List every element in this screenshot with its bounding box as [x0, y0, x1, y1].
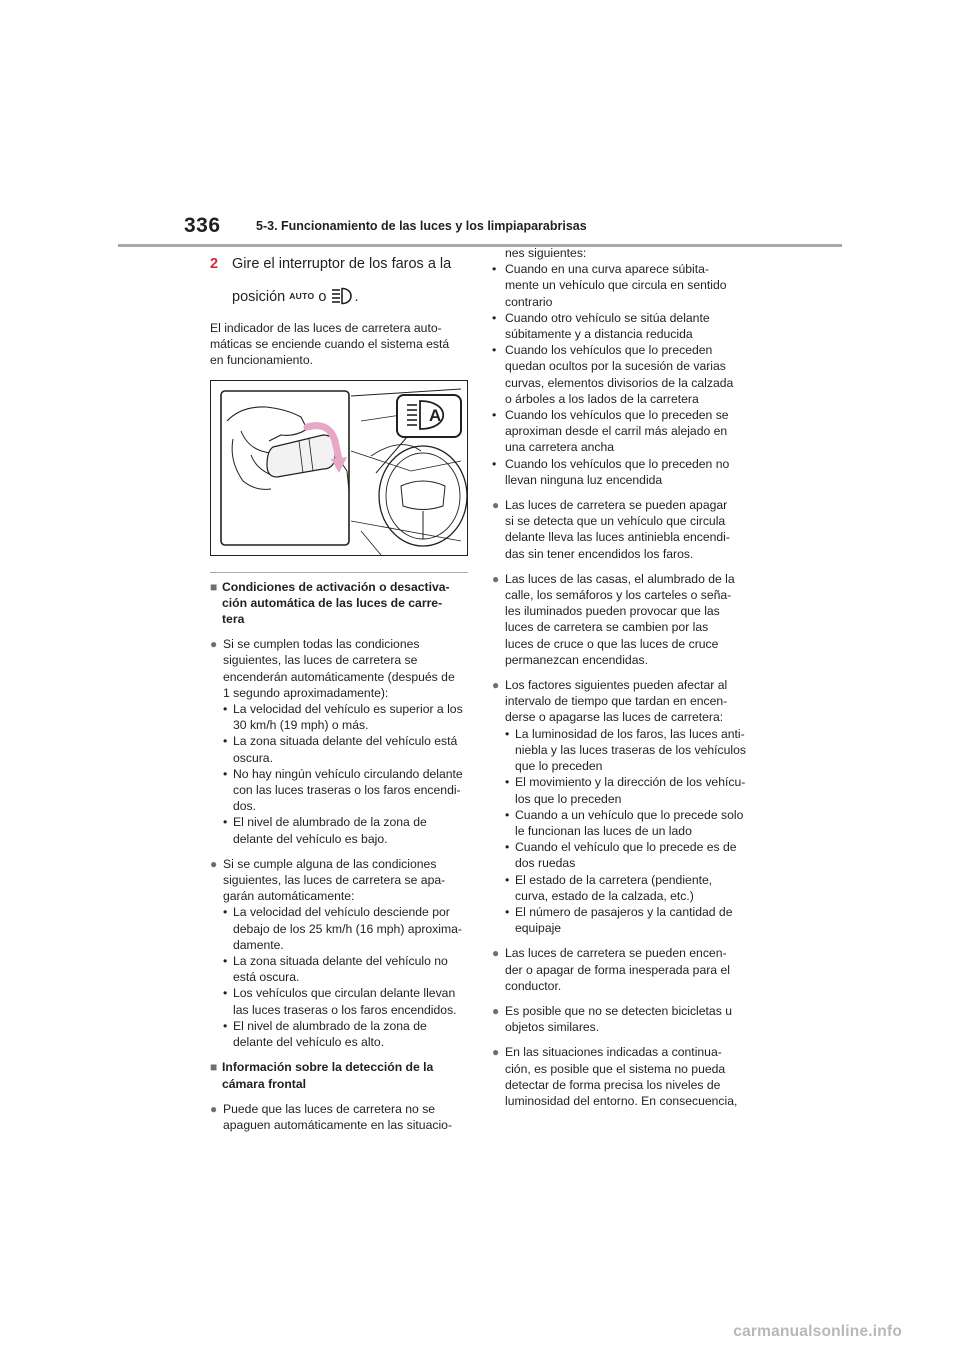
sub-item: • Cuando otro vehículo se sitúa delante súbitamente y a distancia reducida: [492, 310, 710, 342]
headlight-switch-figure: [210, 380, 468, 556]
step-number: 2: [210, 256, 219, 272]
sub-item: • El nivel de alumbrado de la zona de delante del vehículo es alto.: [223, 1018, 427, 1050]
sub-item: • La velocidad del vehículo desciende por debajo de los 25 km/h (16 mph) aproxima- damente.: [223, 905, 462, 952]
step-line1: Gire el interruptor de los faros a la: [232, 256, 452, 272]
square-bullet-icon: ■: [210, 1060, 218, 1075]
sub-item: • La zona situada delante del vehículo no está oscura.: [223, 954, 448, 985]
list-item: ● Si se cumplen todas las condiciones siguientes, las luces de carretera se encenderán automáticamente (después de 1 segundo aproximadamente): • La velocidad del vehículo es superior a los 30 km/h (19 mph) o más. • La zona situada delante del vehículo está oscura. • No hay ningún vehículo circulando delante con las luces traseras o los faros encendi- dos. • El nivel de alumbrado de la zona de delante del vehículo es bajo.: [210, 636, 468, 847]
square-bullet-icon: ■: [210, 579, 218, 594]
sub-item: • Cuando los vehículos que lo preceden no llevan ninguna luz encendida: [492, 456, 730, 487]
sub-item: • Cuando en una curva aparece súbita- mente un vehículo que circula en sentido contrario: [492, 262, 727, 309]
list-item: ● En las situaciones indicadas a continua- ción, es posible que el sistema no pueda detectar de forma precisa los niveles de luminosidad del entorno. En consecuencia,: [492, 1045, 738, 1108]
sub-item: • El movimiento y la dirección de los vehícu- los que lo preceden: [505, 775, 746, 806]
circle-bullet-icon: ●: [210, 856, 218, 871]
circle-bullet-icon: ●: [492, 678, 500, 693]
intro-paragraph: El indicador de las luces de carretera auto- máticas se enciende cuando el sistema está en funcionamiento.: [210, 321, 450, 368]
list-item: ● Los factores siguientes pueden afectar al intervalo de tiempo que tardan en encen- derse o apagarse las luces de carretera: • La luminosidad de los faros, las luces anti- niebla y las luces traseras de los vehículos que lo preceden • El movimiento y la dirección de los vehícu- los que lo preceden • Cuando a un vehículo que lo precede solo le funcionan las luces de un lado • Cuando el vehículo que lo precede es de dos ruedas • El estado de la carretera (pendiente, curva, estado de la calzada, etc.) • El número de pasajeros y la cantidad de equipaje: [492, 677, 750, 936]
list-item: ● Es posible que no se detecten bicicletas u objetos similares.: [492, 1003, 732, 1035]
right-column: [492, 245, 750, 1109]
heading-camera-detection: ■ Información sobre la detección de la cámara frontal: [210, 1060, 434, 1091]
step-line2-end: .: [354, 289, 359, 305]
section-title: 5-3. Funcionamiento de las luces y los limpiaparabrisas: [256, 219, 587, 233]
step-line2-mid: o: [318, 289, 327, 305]
circle-bullet-icon: ●: [492, 571, 500, 586]
sub-item: • La zona situada delante del vehículo está oscura.: [223, 734, 458, 765]
list-item: ● Las luces de carretera se pueden encen- der o apagar de forma inesperada para el conductor.: [492, 946, 730, 993]
headlight-high-beam-icon: [331, 287, 355, 311]
switch-illustration: [211, 381, 467, 555]
circle-bullet-icon: ●: [210, 1101, 218, 1116]
circle-bullet-icon: ●: [210, 637, 218, 652]
watermark: carmanualsonline.info: [733, 1323, 902, 1340]
sub-item: • Cuando los vehículos que lo preceden se aproximan desde el carril más alejado en una carretera ancha: [492, 408, 729, 455]
page-number: 336: [184, 214, 221, 237]
sub-item: • Cuando a un vehículo que lo precede solo le funcionan las luces de un lado: [505, 807, 744, 838]
sub-item: • Cuando el vehículo que lo precede es de dos ruedas: [505, 840, 737, 871]
sub-item: • Los vehículos que circulan delante llevan las luces traseras o los faros encendidos.: [223, 986, 457, 1017]
sub-item: • Cuando los vehículos que lo preceden quedan ocultos por la sucesión de varias curvas, elementos divisorios de la calzada o árboles a los lados de la carretera: [492, 343, 734, 406]
list-item: ● Las luces de las casas, el alumbrado de la calle, los semáforos y los carteles o seña- les iluminados pueden provocar que las luces de carretera se cambien por las luces de cruce o que las luces de cruce permanezcan encendidas.: [492, 571, 735, 667]
sub-item: • El número de pasajeros y la cantidad de equipaje: [505, 904, 733, 936]
heading-activation-conditions: ■ Condiciones de activación o desactiva- ción automática de las luces de carre- tera: [210, 579, 450, 627]
sub-item: • El nivel de alumbrado de la zona de delante del vehículo es bajo.: [223, 815, 427, 846]
sub-item: • La luminosidad de los faros, las luces anti- niebla y las luces traseras de los vehículos que lo preceden: [505, 726, 747, 774]
list-item: ● Puede que las luces de carretera no se apaguen automáticamente en las situacio-: [210, 1101, 452, 1132]
list-item: ● Si se cumple alguna de las condiciones siguientes, las luces de carretera se apa- garán automáticamente: • La velocidad del vehículo desciende por debajo de los 25 km/h (16 mph) aproxima- damente. • La zona situada delante del vehículo no está oscura. • Los vehículos que circulan delante llevan las luces traseras o los faros encendidos. • El nivel de alumbrado de la zona de delante del vehículo es alto.: [210, 856, 468, 1050]
auto-icon: AUTO: [289, 291, 315, 301]
circle-bullet-icon: ●: [492, 498, 500, 513]
continued-list: nes siguientes: • Cuando en una curva aparece súbita- mente un vehículo que circula en sentido contrario • Cuando otro vehículo se sitúa delante súbitamente y a distancia reducida • Cuando los vehículos que lo preceden quedan ocultos por la sucesión de varias curvas, elementos divisorios de la calzada o árboles a los lados de la carretera • Cuando los vehículos que lo preceden se aproximan desde el carril más alejado en una carretera ancha • Cuando los vehículos que lo preceden no llevan ninguna luz encendida: [505, 245, 750, 488]
step-line2-pre: posición: [232, 289, 286, 305]
circle-bullet-icon: ●: [492, 1045, 500, 1060]
left-column: [210, 254, 468, 1133]
circle-bullet-icon: ●: [492, 946, 500, 961]
sub-item: • No hay ningún vehículo circulando delante con las luces traseras o los faros encendi- dos.: [223, 766, 463, 814]
step-2: [210, 254, 468, 311]
sub-item: • La velocidad del vehículo es superior a los 30 km/h (19 mph) o más.: [223, 702, 463, 733]
sub-item: • El estado de la carretera (pendiente, curva, estado de la calzada, etc.): [505, 872, 713, 903]
list-item: ● Las luces de carretera se pueden apagar si se detecta que un vehículo que circula delante lleva las luces antiniebla encendi- das sin tener encendidos los faros.: [492, 498, 730, 561]
circle-bullet-icon: ●: [492, 1003, 500, 1018]
divider: [210, 572, 468, 573]
callout-letter: A: [429, 405, 442, 425]
